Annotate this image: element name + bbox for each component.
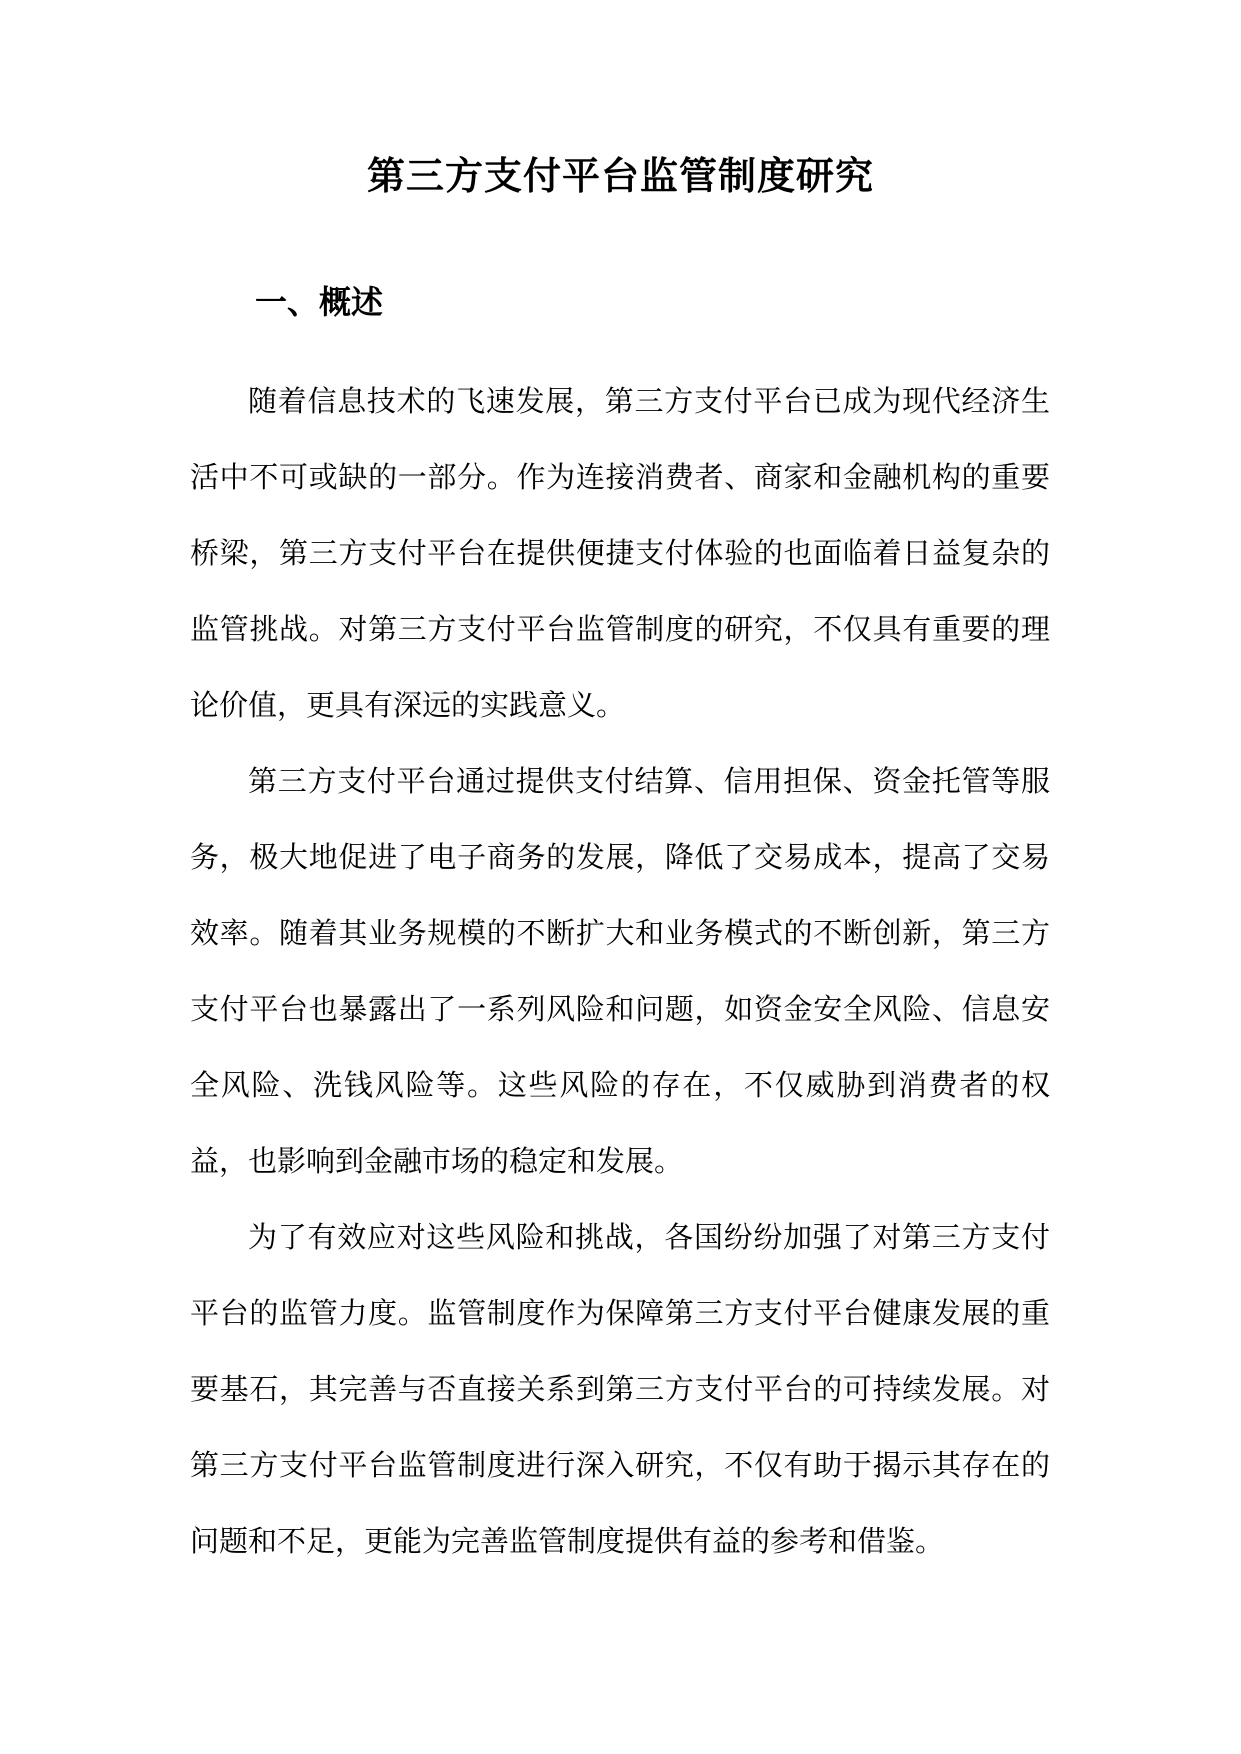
page-title: 第三方支付平台监管制度研究 xyxy=(366,153,874,198)
section-heading: 一、概述 xyxy=(255,283,384,321)
paragraph-2: 第三方支付平台通过提供支付结算、信用担保、资金托管等服务，极大地促进了电子商务的发展，降低了交易成本，提高了交易效率。随着其业务规模的不断扩大和业务模式的不断创新，第三方支付平台也暴露出了一系列风险和问题，如资金安全风险、信息安全风险、洗钱风险等。这些风险的存在，不仅威胁到消费者的权益，也影响到金融市场的稳定和发展。 xyxy=(190,764,1050,1178)
body-text xyxy=(190,363,1050,1579)
paragraph-1: 随着信息技术的飞速发展，第三方支付平台已成为现代经济生活中不可或缺的一部分。作为连接消费者、商家和金融机构的重要桥梁，第三方支付平台在提供便捷支付体验的也面临着日益复杂的监管挑战。对第三方支付平台监管制度的研究，不仅具有重要的理论价值，更具有深远的实践意义。 xyxy=(190,384,1050,722)
paragraph-3: 为了有效应对这些风险和挑战，各国纷纷加强了对第三方支付平台的监管力度。监管制度作为保障第三方支付平台健康发展的重要基石，其完善与否直接关系到第三方支付平台的可持续发展。对第三方支付平台监管制度进行深入研究，不仅有助于揭示其存在的问题和不足，更能为完善监管制度提供有益的参考和借鉴。 xyxy=(190,1220,1050,1558)
